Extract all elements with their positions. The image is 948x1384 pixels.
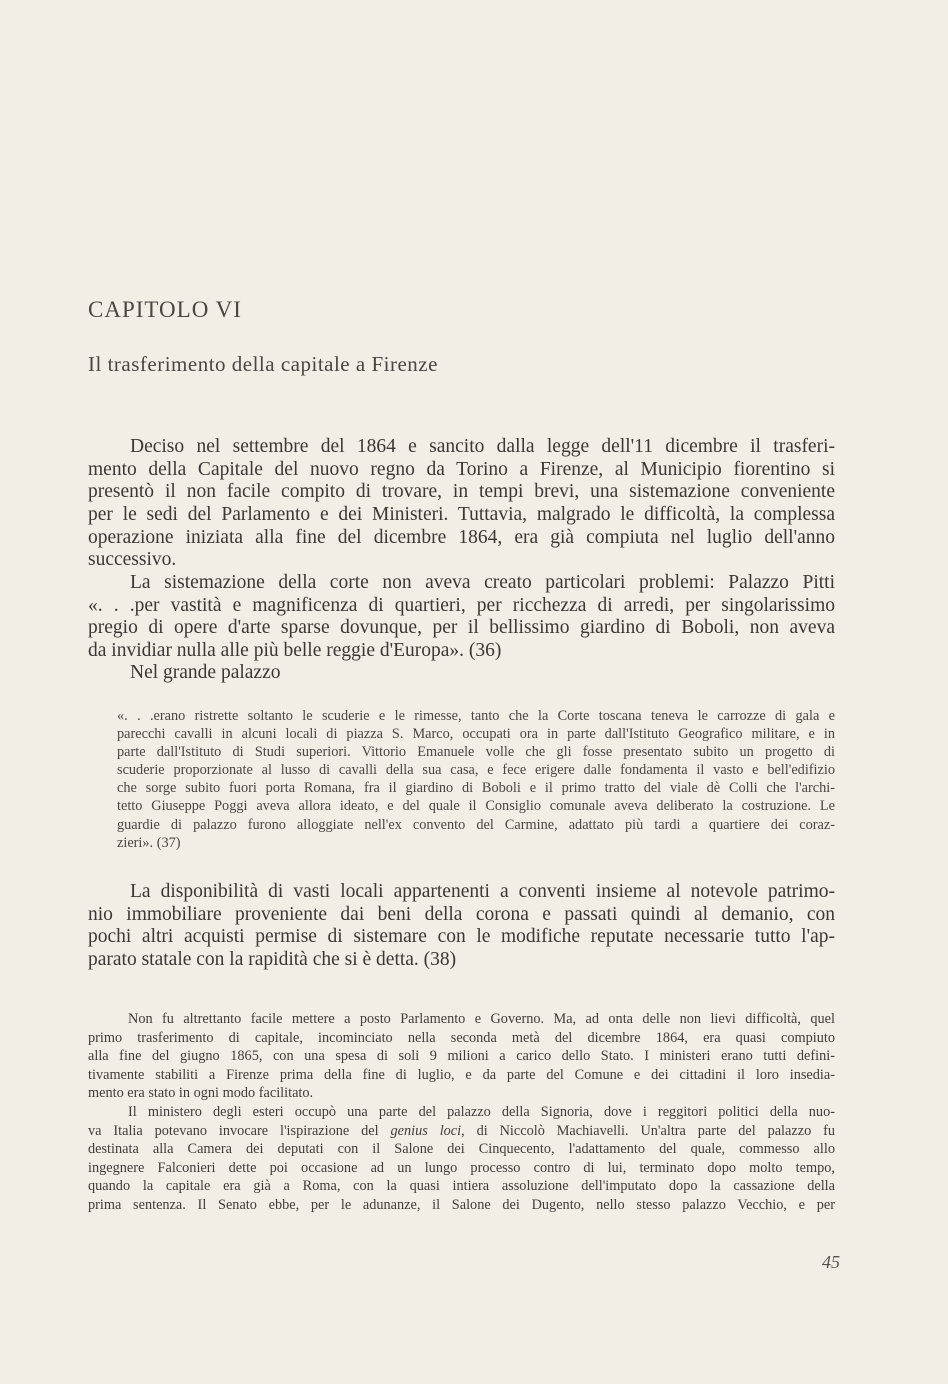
text-line: successivo. (88, 549, 177, 571)
note-paragraph-1 (88, 1010, 835, 1103)
page-number: 45 (822, 1252, 840, 1272)
text-line: zieri». (37) (117, 834, 181, 851)
text-line: parato statale con la rapidità che si è detta. (38) (88, 949, 457, 971)
text-line: ingegnere Falconieri dette poi occasione ad un lungo processo contro di lui, terminato dopo molto tempo, (88, 1159, 835, 1176)
text-line: mento della Capitale del nuovo regno da Torino a Firenze, al Municipio fiorentino si (88, 458, 835, 480)
paragraph-1 (88, 436, 835, 572)
chapter-title: Il trasferimento della capitale a Firenze (88, 352, 438, 376)
text-line: «. . .per vastità e magnificenza di quartieri, per ricchezza di arredi, per singolarissimo (88, 594, 835, 616)
text-line: La disponibilità di vasti locali appartenenti a conventi insieme al notevole patrimo- (130, 881, 835, 902)
block-quote (117, 707, 835, 852)
paragraph-4 (88, 881, 835, 972)
text-line: Deciso nel settembre del 1864 e sancito dalla legge dell'11 dicembre il trasferi- (130, 436, 835, 457)
text-line: nio immobiliare proveniente dai beni della corona e passati quindi al demanio, con (88, 903, 835, 925)
text-line: pochi altri acquisti permise di sistemare con le modifiche reputate necessarie tutto l'ap- (88, 926, 835, 948)
paragraph-2 (88, 572, 835, 663)
chapter-heading: CAPITOLO VI (88, 297, 242, 322)
text-segment: , di Niccolò Machiavelli. Un'altra parte del palazzo fu (461, 1122, 835, 1139)
text-line: per le sedi del Parlamento e dei Ministeri. Tuttavia, malgrado le difficoltà, la complessa (88, 504, 835, 526)
text-line: pregio di opere d'arte sparse dovunque, per il bellissimo giardino di Boboli, non aveva (88, 617, 835, 639)
paragraph-3 (88, 662, 835, 685)
text-segment: va Italia potevano invocare l'ispirazione del (88, 1122, 391, 1139)
text-line: «. . .erano ristrette soltanto le scuderie e le rimesse, tanto che la Corte toscana teneva le carrozze di gala e (117, 708, 835, 724)
text-line: da invidiar nulla alle più belle reggie d'Europa». (36) (88, 640, 502, 662)
text-line: parecchi cavalli in alcuni locali di piazza S. Marco, occupati ora in parte dall'Istituto Geografico militare, e in (117, 726, 835, 743)
text-line: tetto Giuseppe Poggi aveva allora ideato, e del quale il Consiglio comunale aveva deliberato la costruzione. Le (117, 798, 835, 815)
text-line: parte dall'Istituto di Studi superiori. Vittorio Emanuele volle che gli fosse presentato subito un progetto di (117, 744, 835, 761)
text-line: primo trasferimento di capitale, incominciato nella seconda metà del dicembre 1864, era quasi compiuto (88, 1029, 835, 1046)
text-line: operazione iniziata alla fine del dicembre 1864, era già compiuta nel luglio dell'anno (88, 526, 835, 548)
text-line (88, 1122, 835, 1141)
text-line: Il ministero degli esteri occupò una parte del palazzo della Signoria, dove i reggitori politici della nuo- (128, 1104, 835, 1120)
text-line: destinata alla Camera dei deputati con il Salone dei Cinquecento, l'adattamento del quale, commesso allo (88, 1141, 835, 1158)
text-line: alla fine del giugno 1865, con una spesa di soli 9 milioni a carico dello Stato. I ministeri erano tutti defini- (88, 1048, 835, 1065)
text-line: scuderie proporzionate al lusso di cavalli della sua casa, e fece erigere dalle fondamenta il vasto e bell'edifizio (117, 762, 835, 779)
text-line: che sorge subito fuori porta Romana, fra il giardino di Boboli e il primo tratto del viale dè Colli che l'archi- (117, 780, 835, 797)
text-line: quando la capitale era già a Roma, con la quasi intiera assoluzione dell'imputato dopo la cassazione della (88, 1178, 835, 1195)
text-line: presentò il non facile compito di trovare, in tempi brevi, una sistemazione conveniente (88, 481, 835, 503)
italic-text: genius loci (390, 1122, 462, 1139)
text-line: La sistemazione della corte non aveva creato particolari problemi: Palazzo Pitti (130, 572, 835, 593)
text-line: prima sentenza. Il Senato ebbe, per le adunanze, il Salone dei Dugento, nello stesso palazzo Vecchio, e per (88, 1196, 835, 1213)
text-line: Non fu altrettanto facile mettere a posto Parlamento e Governo. Ma, ad onta delle non lievi difficoltà, quel (128, 1011, 835, 1027)
text-line: tivamente stabiliti a Firenze prima della fine di luglio, e da parte del Comune e dei cittadini il loro insedia- (88, 1066, 835, 1083)
text-line: Nel grande palazzo (130, 662, 281, 683)
text-line: guardie di palazzo furono alloggiate nell'ex convento del Carmine, adattato più tardi a quartiere dei coraz- (117, 816, 835, 833)
text-line: mento era stato in ogni modo facilitato. (88, 1085, 314, 1102)
note-paragraph-2 (88, 1103, 835, 1215)
